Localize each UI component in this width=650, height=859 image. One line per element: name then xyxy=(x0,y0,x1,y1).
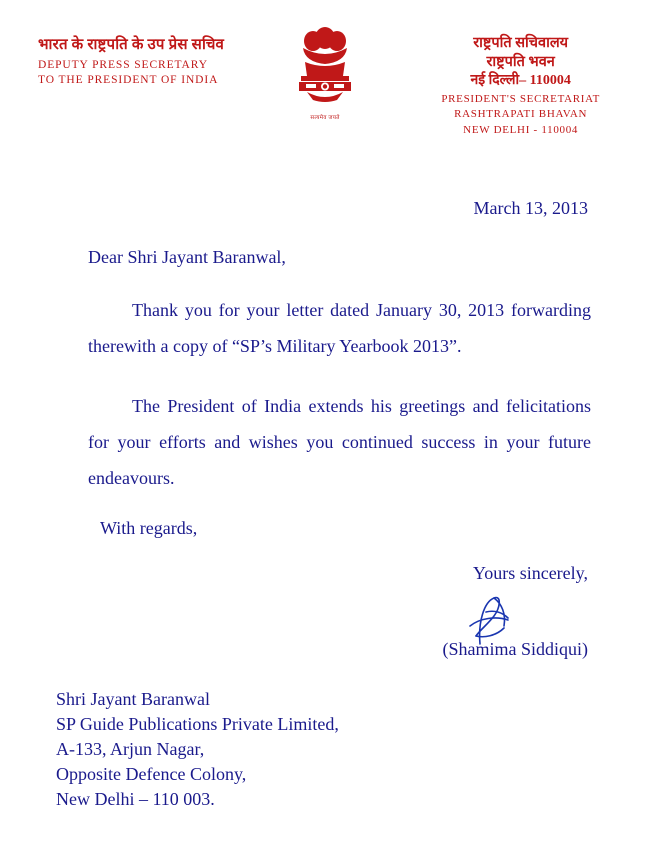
designation-english-line2: TO THE PRESIDENT OF INDIA xyxy=(38,74,219,87)
recipient-address xyxy=(56,687,339,812)
state-emblem-icon xyxy=(289,26,361,112)
letterhead xyxy=(0,0,650,160)
paragraph-2: The President of India extends his greetings and felicitations for your efforts and wishes you continued success in your future endeavours. xyxy=(88,396,591,488)
designation-english-line1: DEPUTY PRESS SECRETARY xyxy=(38,58,208,71)
salutation: Dear Shri Jayant Baranwal, xyxy=(88,247,286,267)
secretariat-english-line2: RASHTRAPATI BHAVAN xyxy=(454,108,588,121)
secretariat-hindi-line1: राष्ट्रपति सचिवालय xyxy=(473,35,569,51)
valediction: Yours sincerely, xyxy=(473,563,588,583)
signer-name: (Shamima Siddiqui) xyxy=(442,639,588,659)
secretariat-hindi-line3: नई दिल्ली– 110004 xyxy=(470,72,571,88)
paragraph-1: Thank you for your letter dated January 30, 2013 forwarding therewith a copy of “SP’s Military Yearbook 2013”. xyxy=(88,300,591,356)
closing-line: With regards, xyxy=(100,518,198,538)
recipient-line-5: New Delhi – 110 003. xyxy=(56,789,215,809)
secretariat-english-line1: PRESIDENT'S SECRETARIAT xyxy=(441,92,600,105)
recipient-line-3: A-133, Arjun Nagar, xyxy=(56,739,205,759)
designation-hindi: भारत के राष्ट्रपति के उप प्रेस सचिव xyxy=(38,37,225,53)
emblem-motto: सत्यमेव जयते xyxy=(310,115,340,121)
recipient-line-1: Shri Jayant Baranwal xyxy=(56,689,210,709)
recipient-line-4: Opposite Defence Colony, xyxy=(56,764,247,784)
letter-date: March 13, 2013 xyxy=(473,198,588,218)
secretariat-hindi-line2: राष्ट्रपति भवन xyxy=(486,53,555,70)
letterhead-right-block xyxy=(441,34,600,138)
secretariat-english-line3: NEW DELHI - 110004 xyxy=(463,123,579,136)
recipient-line-2: SP Guide Publications Private Limited, xyxy=(56,714,339,734)
letterhead-left-block xyxy=(38,36,288,89)
letterhead-center-block xyxy=(280,26,370,121)
